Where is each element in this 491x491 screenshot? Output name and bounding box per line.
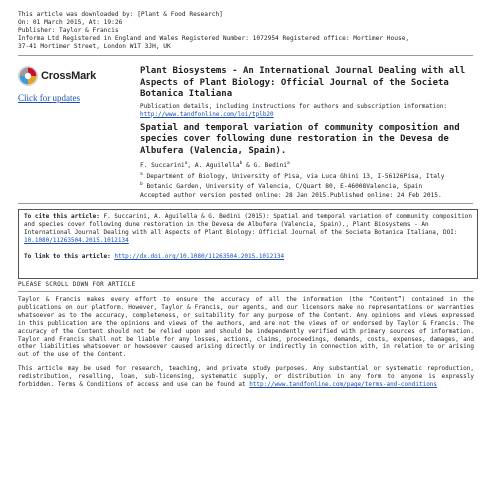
header-line: This article was downloaded by: [Plant & Food Research] — [18, 11, 223, 18]
affiliation-text: Department of Biology, University of Pisa, via Luca Ghini 13, I-56126Pisa, Italy — [146, 172, 445, 180]
author-name: F. Succarini — [140, 162, 185, 170]
crossmark-logo[interactable] — [18, 66, 126, 86]
affiliation — [140, 181, 480, 192]
affiliation-sup: a — [140, 171, 143, 177]
author-list: F. Succarini$^a$, A. Aguilella$^b$ & G. Bedini$^a$ — [140, 161, 290, 170]
divider — [18, 291, 473, 292]
scroll-notice: PLEASE SCROLL DOWN FOR ARTICLE — [18, 281, 136, 288]
author-name: A. Aguilella — [194, 162, 240, 170]
terms-link[interactable]: http://www.tandfonline.com/page/terms-and-conditions — [249, 381, 438, 389]
terms-paragraph — [18, 365, 474, 389]
divider — [18, 203, 473, 204]
citation — [24, 213, 472, 245]
cite-text: F. Succarini, A. Aguilella & G. Bedini (2015): Spatial and temporal variation of community composition and species cover following dune restoration in the Devesa de Albufera (Valencia, Spain)., Plant Biosystems - An International Journal Dealing with all Aspects of Plant Biology: Official Journal of the Societa Botanica Italiana, DOI: — [24, 213, 472, 236]
affiliation — [140, 171, 480, 182]
journal-title: Plant Biosystems - An International Journal Dealing with all Aspects of Plant Biology: Official Journal of the Societa Botanica Italiana — [140, 66, 466, 99]
disclaimer-paragraph: Taylor & Francis makes every effort to ensure the accuracy of all the information (the “Content”) contained in the publications on our platform. However, Taylor & Francis, our agents, and our licensors make no representations or warranties whatsoever as to the accuracy, completeness, or suitability for any purpose of the Content. Any opinions and views expressed in this publication are the opinions and views of the authors, and are not the views of or endorsed by Taylor & Francis. The accuracy of the Content should not be relied upon and should be independently verified with primary sources of information. Taylor and Francis shall not be liable for any losses, actions, claims, proceedings, demands, costs, expenses, damages, and other liabilities whatsoever or howsoever caused arising directly or indirectly in connection with, in relation to or arising out of the use of the Content. — [18, 296, 474, 359]
download-header — [18, 11, 478, 51]
affiliation-sup: b — [140, 182, 143, 188]
link-label: To link to this article: — [24, 253, 111, 260]
accepted-date: Accepted author version posted online: 28 Jan 2015.Published online: 24 Feb 2015. — [140, 191, 442, 199]
author-sup: a — [287, 161, 290, 166]
crossmark-badge[interactable] — [18, 66, 126, 105]
journal-url-link[interactable]: http://www.tandfonline.com/loi/tplb20 — [140, 110, 274, 118]
header-line: Informa Ltd Registered in England and Wales Registered Number: 1072954 Registered office: Mortimer House, — [18, 35, 410, 42]
publication-details — [140, 103, 480, 119]
affiliation-text: Botanic Garden, University of Valencia, C/Quart 80, E-46008Valencia, Spain — [146, 183, 423, 191]
publication-details-text: Publication details, including instructions for authors and subscription information: — [140, 102, 448, 110]
header-line: 37-41 Mortimer Street, London W1T 3JH, UK — [18, 43, 171, 50]
author-name: G. Bedini — [253, 162, 288, 170]
header-line: On: 01 March 2015, At: 19:26 — [18, 19, 123, 26]
click-for-updates-link[interactable]: Click for updates — [18, 93, 80, 103]
author-sup: a — [184, 161, 188, 166]
terms-text: This article may be used for research, teaching, and private study purposes. Any substantial or systematic reproduction, redistribution, reselling, loan, sub-licensing, systematic supply, or distribution in any form to anyone is expressly forbidden. Terms & Conditions of access and use can be found at — [18, 365, 474, 389]
disclaimer — [18, 296, 474, 395]
header-line: Publisher: Taylor & Francis — [18, 27, 119, 34]
citation-box — [18, 209, 478, 279]
crossmark-icon — [18, 66, 38, 86]
authors-block — [140, 160, 480, 201]
author-sup: b — [239, 161, 243, 166]
divider — [18, 55, 473, 56]
article-title: Spatial and temporal variation of community composition and species cover following dune restoration in the Devesa de Albufera (Valencia, Spain). — [140, 122, 460, 156]
doi-link[interactable]: 10.1080/11263504.2015.1012134 — [24, 237, 129, 244]
article-doi-url-link[interactable]: http://dx.doi.org/10.1080/11263504.2015.1012134 — [114, 253, 285, 260]
cite-label: To cite this article: — [24, 213, 100, 220]
article-link-row — [24, 253, 472, 261]
crossmark-label: CrossMark — [41, 70, 97, 82]
article-info — [140, 66, 480, 201]
